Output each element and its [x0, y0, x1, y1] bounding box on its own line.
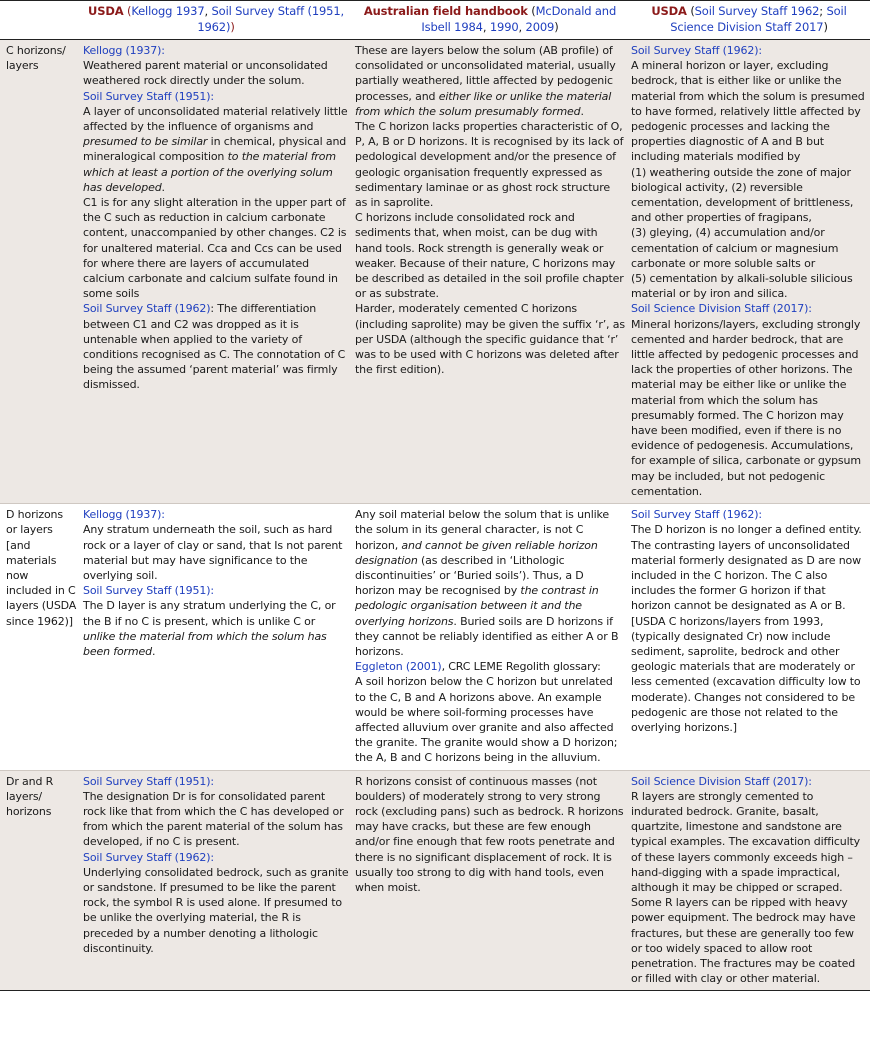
ref-link[interactable]: Soil Survey Staff (1962):	[631, 508, 762, 522]
header-australian-title: Australian field handbook	[363, 4, 528, 18]
ref-link[interactable]: Soil Survey Staff (1962):	[631, 44, 762, 57]
ref-link[interactable]: McDonald and Isbell 1984	[421, 4, 617, 34]
header-usda-later: USDA (Soil Survey Staff 1962; Soil Science Division Staff 2017)	[628, 1, 870, 40]
row-label: C horizons/ layers	[0, 40, 80, 504]
table-row-r-horizons	[0, 770, 870, 991]
cell-australian: R horizons consist of continuous masses (not boulders) of moderately strong to very strong rock (excluding pans) such as bedrock. R horizons may have cracks, but these are few enough and/or fine enough that few roots penetrate and there is no significant displacement of rock. It is usually too strong to dig with hand tools, even when moist.	[352, 770, 628, 991]
ref-link[interactable]: Kellogg (1937):	[83, 44, 165, 57]
cell-australian: Any soil material below the solum that is unlike the solum in its general character, is not C horizon, and cannot be given reliable horizon designation (as described in ‘Lithologic discontinuities’ or ‘Buried soils’). Thus, a D horizon may be recognised by the contrast in pedologic organisation between it and the overlying horizons. Buried soils are D horizons if they cannot be reliably identified as either A or B horizons. Eggleton (2001), CRC LEME Regolith glossary: A soil horizon below the C horizon but unrelated to the C, B and A horizons above. An example would be where soil-forming processes have affected alluvium over granite and also affected the granite. The granite would show a D horizon; the A, B and C horizons being in the alluvium.	[355, 508, 619, 765]
header-australian: Australian field handbook (McDonald and Isbell 1984, 1990, 2009)	[352, 1, 628, 40]
cell-usda-early: Soil Survey Staff (1951): The designation Dr is for consolidated parent rock like that from which the C has developed or from which the parent material of the solum has developed, if no C is present. Soil Survey Staff (1962): Underlying consolidated bedrock, such as granite or sandstone. If presumed to be like the parent rock, the symbol R is used alone. If presumed to be unlike the overlying material, the R is preceded by a number denoting a lithologic discontinuity.	[80, 770, 352, 991]
ref-link[interactable]: Eggleton (2001)	[355, 660, 442, 674]
cell-usda-later: Soil Science Division Staff (2017): R layers are strongly cemented to indurated bedrock. Granite, basalt, quartzite, limestone and sandstone are typical examples. The excavation difficulty of these layers commonly exceeds high – hand-digging with a spade impractical, although it may be chipped or scraped. Some R layers can be ripped with heavy power equipment. The bedrock may have fractures, but these are generally too few or too widely spaced to allow root penetration. The fractures may be coated or filled with clay or other material.	[628, 770, 870, 991]
ref-link[interactable]: Soil Survey Staff (1951):	[83, 584, 214, 598]
ref-link[interactable]: Soil Survey Staff (1962)	[83, 302, 211, 316]
cell-usda-early: Kellogg (1937): Any stratum underneath the soil, such as hard rock or a layer of clay or sand, that Is not parent material but may have significance to the overlying soil. Soil Survey Staff (1951): The D layer is any stratum underlying the C, or the B if no C is present, which is unlike C or unlike the material from which the solum has been formed.	[80, 504, 352, 770]
header-usda-early-title: USDA	[88, 4, 124, 18]
cell-usda-later: Soil Survey Staff (1962): A mineral horizon or layer, excluding bedrock, that is either like or unlike the material from which the solum is presumed to have formed, relatively little affected by pedogenic processes and lacking the properties diagnostic of A and B but including materials modified by (1) weathering outside the zone of major biological activity, (2) reversible cementation, development of brittleness, and other properties of fragipans, (3) gleying, (4) accumulation and/or cementation of calcium or magnesium carbonate or more soluble salts or (5) cementation by alkali-soluble silicious material or by iron and silica. Soil Science Division Staff (2017): Mineral horizons/layers, excluding strongly cemented and harder bedrock, that are little affected by pedogenic processes and lack the properties of other horizons. The material may be either like or unlike the material from which the solum has presumably formed. The C horizon may have been modified, even if there is no evidence of pedogenesis. Accumulations, for example of silica, carbonate or gypsum may be included, but not pedogenic cementation.	[628, 40, 870, 504]
ref-link[interactable]: Soil Survey Staff (1962):	[83, 850, 214, 864]
row-label: Dr and R layers/ horizons	[0, 770, 80, 991]
ref-link[interactable]: Kellogg (1937):	[83, 508, 165, 522]
row-label: D horizons or layers [and materials now included in C layers (USDA since 1962)]	[6, 508, 77, 628]
table-row-d-horizons	[0, 504, 870, 770]
cell-usda-early: Kellogg (1937): Weathered parent material or unconsolidated weathered rock directly under the solum. Soil Survey Staff (1951): A layer of unconsolidated material relatively little affected by the influence of organisms and presumed to be similar in chemical, physical and mineralogical composition to the material from which at least a portion of the overlying solum has developed. C1 is for any slight alteration in the upper part of the C such as reduction in calcium carbonate content, unaccompanied by other changes. C2 is for unaltered material. Cca and Ccs can be used for where there are layers of accumulated calcium carbonate and calcium sulfate found in some soils Soil Survey Staff (1962): The differentiation between C1 and C2 was dropped as it is untenable when applied to the variety of conditions recognised as C. The connotation of C being the assumed ‘parent material’ was firmly dismissed.	[80, 40, 352, 504]
header-usda-early: USDA (Kellogg 1937, Soil Survey Staff (1951, 1962))	[80, 1, 352, 40]
header-usda-later-title: USDA	[651, 4, 687, 18]
ref-link[interactable]: Soil Science Division Staff (2017):	[631, 774, 812, 788]
table-header-row	[0, 1, 870, 40]
ref-link[interactable]: Soil Survey Staff (1951):	[83, 89, 214, 103]
ref-link[interactable]: Soil Survey Staff (1951, 1962)	[197, 4, 344, 34]
ref-link[interactable]: 1990	[489, 19, 519, 34]
cell-australian: These are layers below the solum (AB profile) of consolidated or unconsolidated material, usually partially weathered, little affected by pedogenic processes, and either like or unlike the material from which the solum presumably formed. The C horizon lacks properties characteristic of O, P, A, B or D horizons. It is recognised by its lack of pedological development and/or the presence of geologic organisation frequently expressed as sedimentary laminae or as ghost rock structure as in saprolite. C horizons include consolidated rock and sediments that, when moist, can be dug with hand tools. Rock strength is generally weak or weaker. Because of their nature, C horizons may be described as detailed in the soil profile chapter or as substrate. Harder, moderately cemented C horizons (including saprolite) may be given the suffix ‘r’, as per USDA (although the specific guidance that ‘r’ was to be used with C horizons was deleted after the first edition).	[352, 40, 628, 504]
ref-link[interactable]: Soil Survey Staff (1951):	[83, 774, 214, 788]
ref-link[interactable]: Soil Science Division Staff 2017	[670, 4, 847, 34]
ref-link[interactable]: Soil Science Division Staff (2017):	[631, 302, 812, 316]
ref-link[interactable]: 2009	[525, 19, 555, 34]
table-row-c-horizons	[0, 40, 870, 504]
header-label-column	[0, 1, 80, 40]
ref-link[interactable]: Soil Survey Staff 1962	[694, 4, 820, 18]
ref-link[interactable]: Kellogg 1937	[131, 4, 205, 18]
cell-usda-later: Soil Survey Staff (1962): The D horizon is no longer a defined entity. The contrasting layers of unconsolidated material formerly designated as D are now included in the C horizon. The C also includes the former G horizon if that horizon cannot be designated as A or B. [USDA C horizons/layers from 1993, (typically designated Cr) now include sediment, saprolite, bedrock and other geologic materials that are moderately or less cemented (excavation difficulty low to moderate). Changes not considered to be pedogenic are those not related to the overlying horizons.]	[628, 504, 870, 770]
